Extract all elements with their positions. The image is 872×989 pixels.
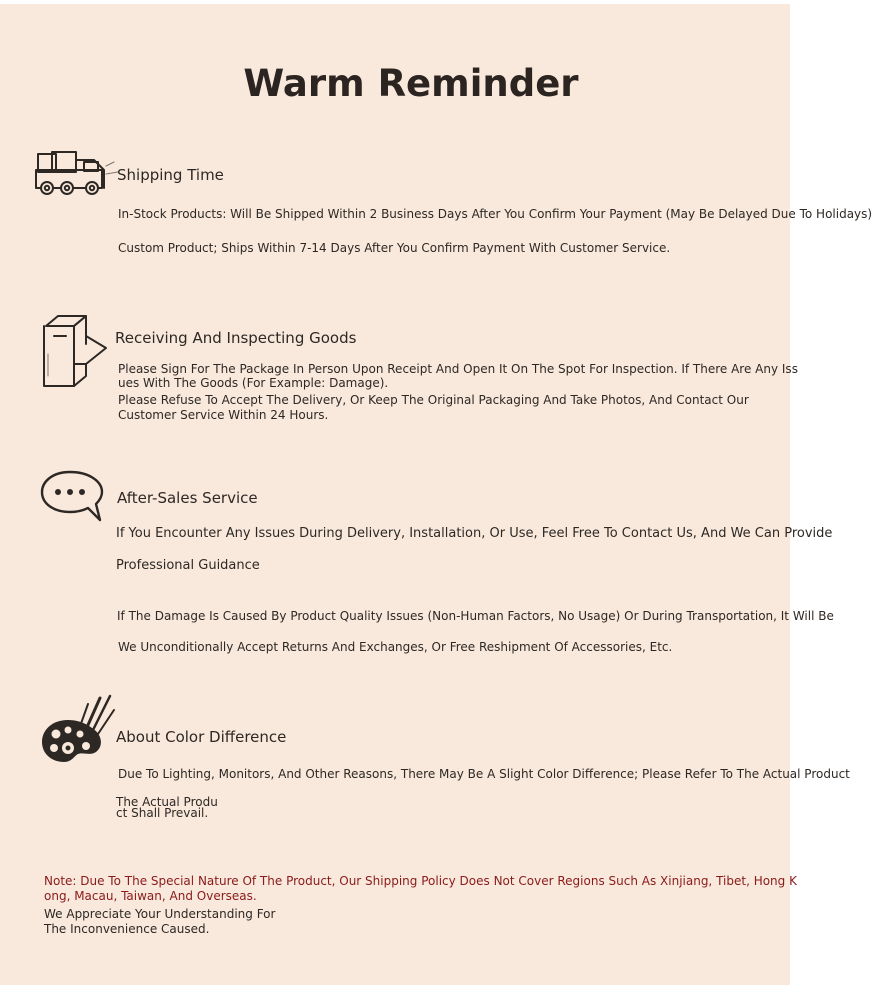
section-heading-receiving-goods: Receiving And Inspecting Goods [115,329,357,347]
closing-line-2: The Inconvenience Caused. [44,922,210,936]
after-sales-line-4: We Unconditionally Accept Returns And Exchanges, Or Free Reshipment Of Accessories, Etc. [118,640,673,654]
chat-bubble-icon [38,468,106,526]
shipping-note-line-1: Note: Due To The Special Nature Of The Product, Our Shipping Policy Does Not Cover Regions Such As Xinjiang, Tibet, Hong K [44,874,797,888]
paint-palette-icon [38,690,118,766]
receiving-line-3: Please Refuse To Accept The Delivery, Or Keep The Original Packaging And Take Photos, And Contact Our [118,393,749,407]
section-heading-shipping-time: Shipping Time [117,166,224,184]
color-line-1: Due To Lighting, Monitors, And Other Reasons, There May Be A Slight Color Difference; Please Refer To The Actual Product [118,767,850,781]
after-sales-line-2: Professional Guidance [116,558,260,573]
package-box-icon [40,314,112,394]
shipping-line-2: Custom Product; Ships Within 7-14 Days After You Confirm Payment With Customer Service. [118,241,671,255]
page-title: Warm Reminder [243,62,579,105]
closing-line-1: We Appreciate Your Understanding For [44,907,276,921]
shipping-line-1: In-Stock Products: Will Be Shipped Within 2 Business Days After You Confirm Your Payment (May Be Delayed Due To Holidays) [118,207,872,221]
receiving-line-4: Customer Service Within 24 Hours. [118,408,329,422]
receiving-line-1: Please Sign For The Package In Person Upon Receipt And Open It On The Spot For Inspection. If There Are Any Iss [118,362,798,376]
section-heading-after-sales: After-Sales Service [117,489,258,507]
after-sales-line-3: If The Damage Is Caused By Product Quality Issues (Non-Human Factors, No Usage) Or During Transportation, It Will Be [117,609,834,623]
receiving-line-2: ues With The Goods (For Example: Damage). [118,376,389,390]
shipping-note-line-2: ong, Macau, Taiwan, And Overseas. [44,889,257,903]
color-line-2: The Actual Produ [116,795,218,809]
truck-icon [34,150,124,196]
section-heading-color-difference: About Color Difference [116,728,287,746]
warm-reminder-card [0,4,872,985]
color-line-3: ct Shall Prevail. [116,806,209,820]
after-sales-line-1: If You Encounter Any Issues During Delivery, Installation, Or Use, Feel Free To Contact Us, And We Can Provide [116,526,833,541]
